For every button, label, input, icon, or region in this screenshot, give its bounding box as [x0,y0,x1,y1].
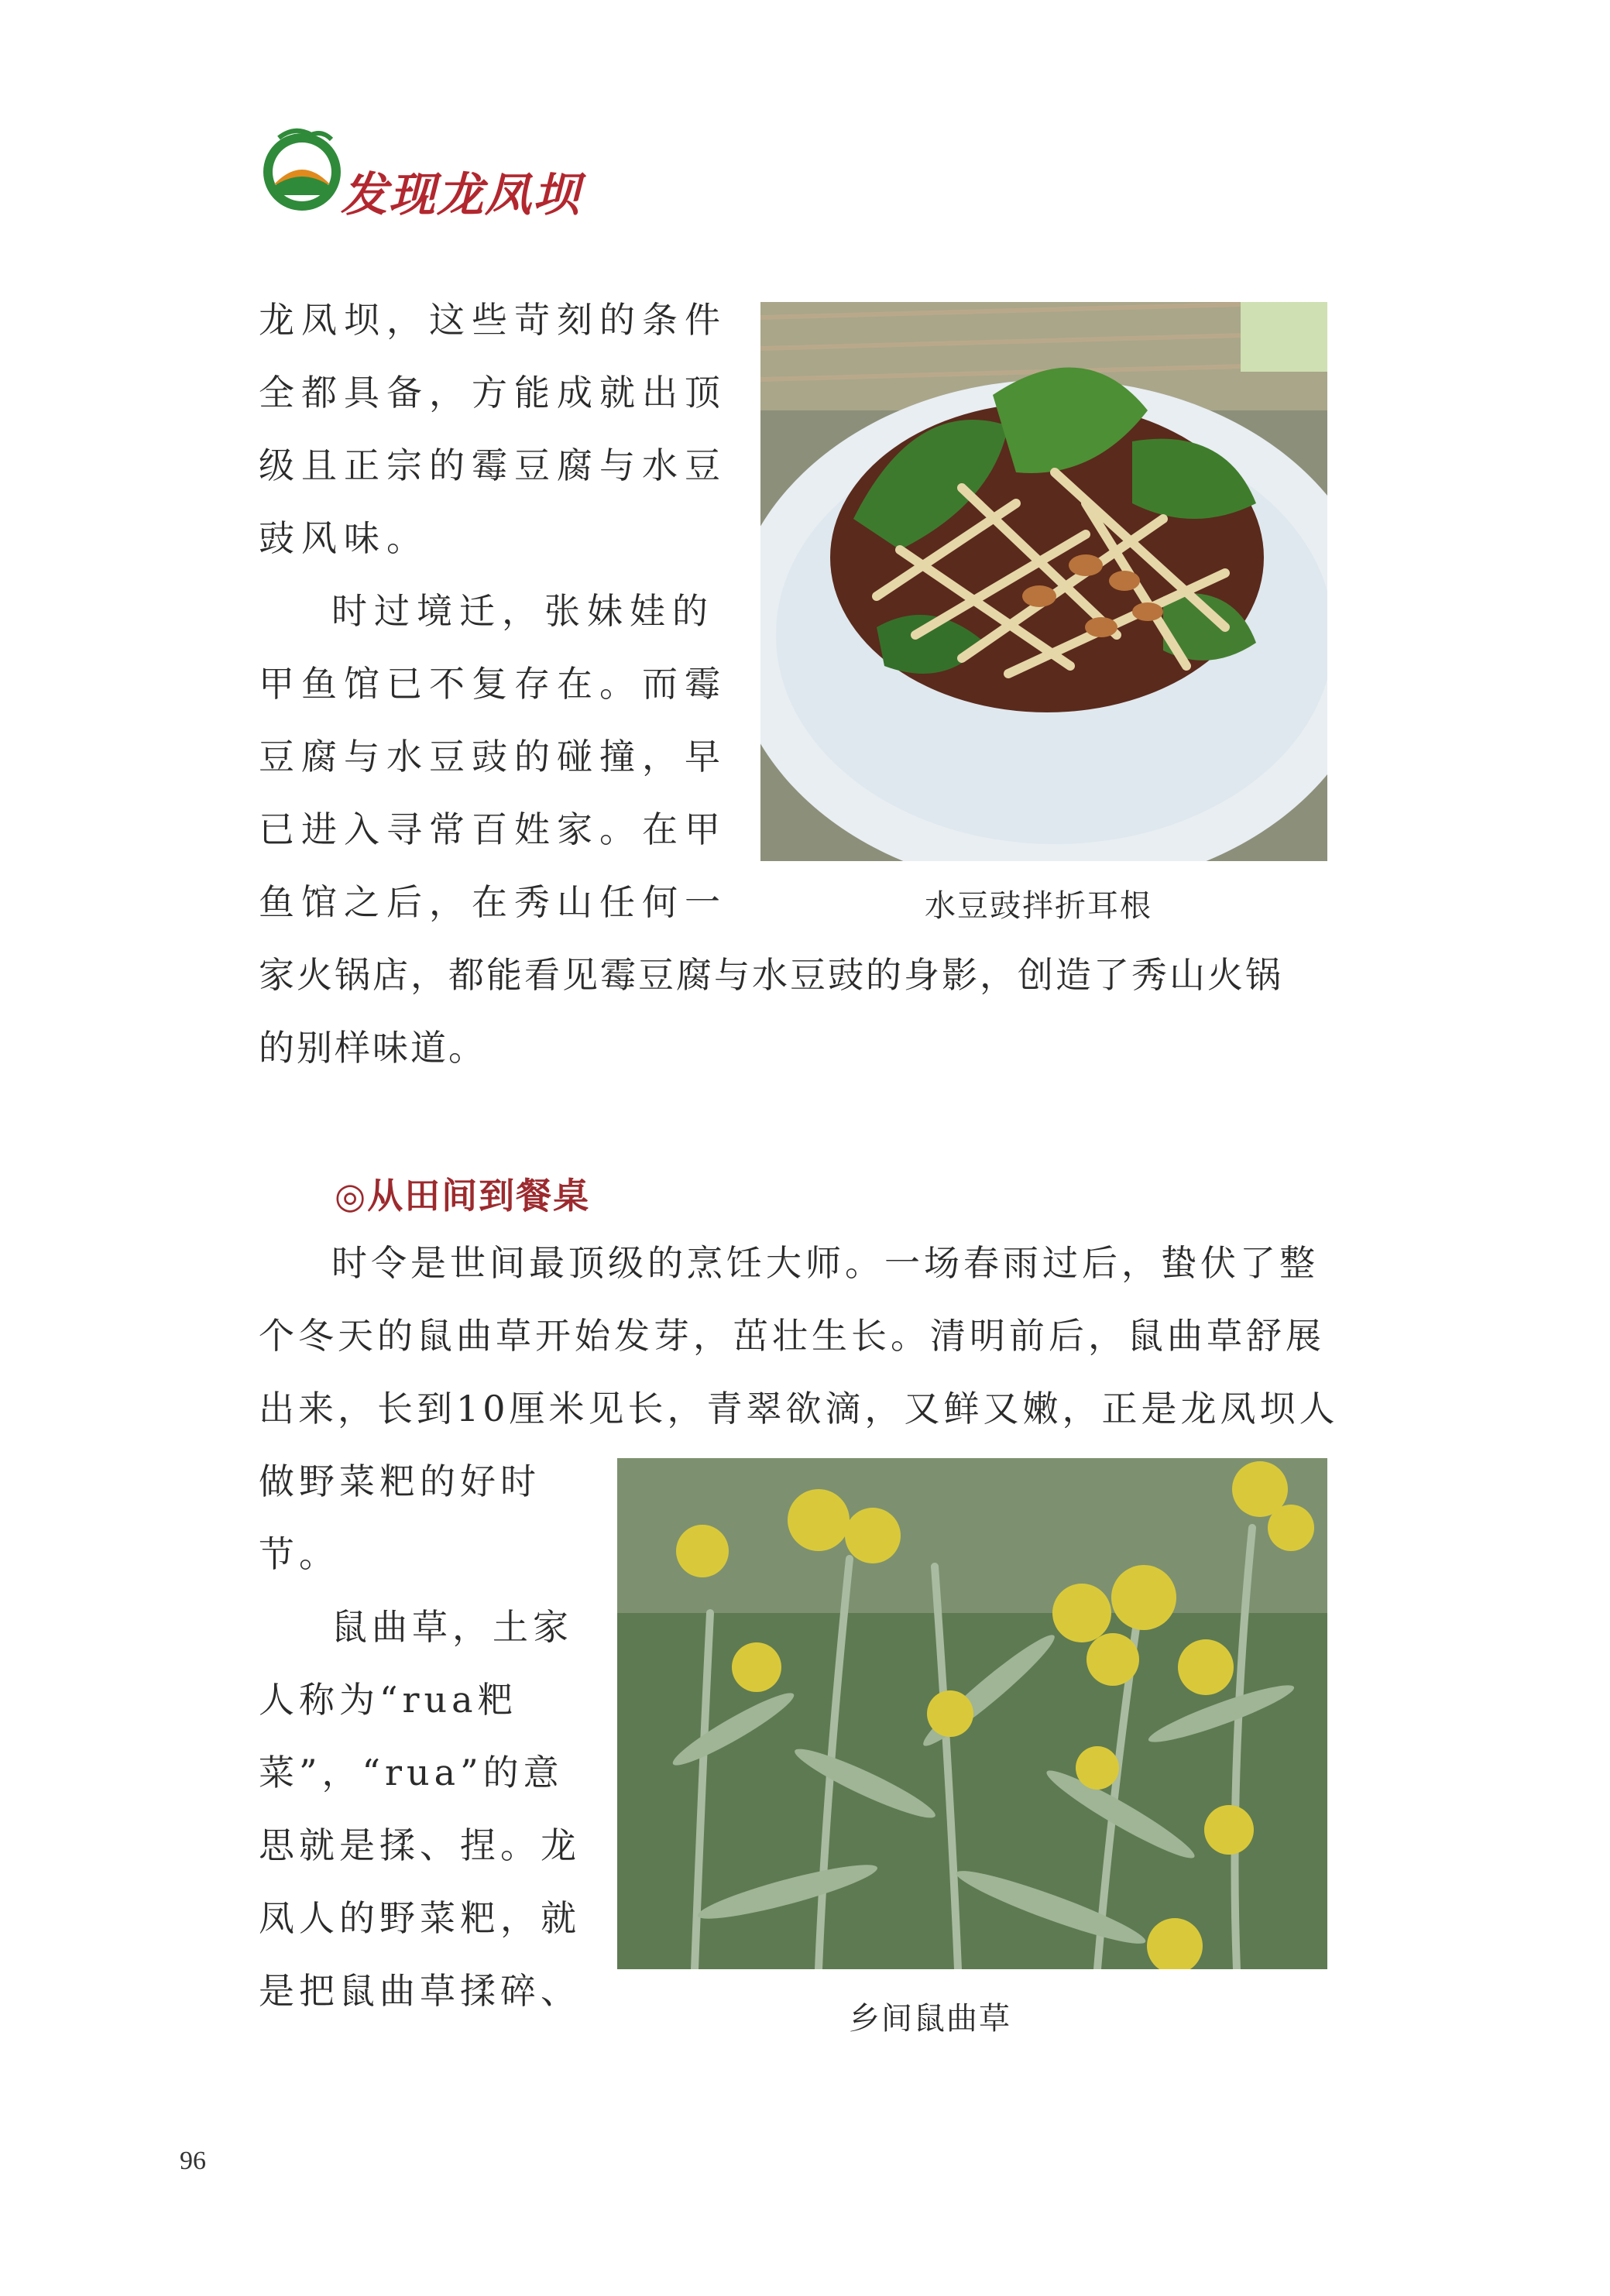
text-line: 级且正宗的霉豆腐与水豆 [259,444,727,486]
brand-title: 发现龙凤坝 [341,168,581,222]
text-line: 做野菜粑的好时 [259,1460,541,1502]
text-line: 鼠曲草，土家 [331,1606,573,1648]
text-line: 凤人的野菜粑，就 [259,1897,581,1939]
text-line: 甲鱼馆已不复存在。而霉 [259,663,727,705]
cudweed-photo [617,1458,1327,1969]
text-line: 时过境迁，张妹娃的 [331,590,715,632]
text-line: 豆腐与水豆豉的碰撞，早 [259,736,727,777]
text-line: 时令是世间最顶级的烹饪大师。一场春雨过后，蛰伏了整 [331,1242,1319,1284]
salad-photo [760,302,1327,861]
section2-text [259,1227,1339,1445]
text-line: 人称为“rua粑 [259,1679,518,1721]
section2-side-text [259,1445,584,2027]
text-line: 个冬天的鼠曲草开始发芽，茁壮生长。清明前后，鼠曲草舒展 [259,1315,1325,1357]
text-line: 龙凤坝，这些苛刻的条件 [259,299,727,341]
page-number: 96 [180,2147,206,2175]
figure2-caption: 乡间鼠曲草 [849,2001,1011,2037]
text-line: 鱼馆之后，在秀山任何一 [259,881,727,923]
text-line: 家火锅店，都能看见霉豆腐与水豆豉的身影，创造了秀山火锅 [259,954,1283,996]
figure1-caption: 水豆豉拌折耳根 [925,888,1152,924]
text-line: 节。 [259,1533,339,1575]
text-line: 是把鼠曲草揉碎、 [259,1970,581,2012]
text-line: 出来，长到10厘米见长，青翠欲滴，又鲜又嫩，正是龙凤坝人 [259,1388,1339,1429]
text-line: 菜”，“rua”的意 [259,1752,564,1793]
text-line: 思就是揉、捏。龙 [259,1824,581,1866]
text-line: 豉风味。 [259,517,429,559]
text-line: 的别样味道。 [259,1027,486,1069]
text-line: 全都具备，方能成就出顶 [259,372,727,414]
logo [256,124,348,217]
text-line: 已进入寻常百姓家。在甲 [259,808,727,850]
section2-heading: ◎从田间到餐桌 [335,1175,591,1217]
